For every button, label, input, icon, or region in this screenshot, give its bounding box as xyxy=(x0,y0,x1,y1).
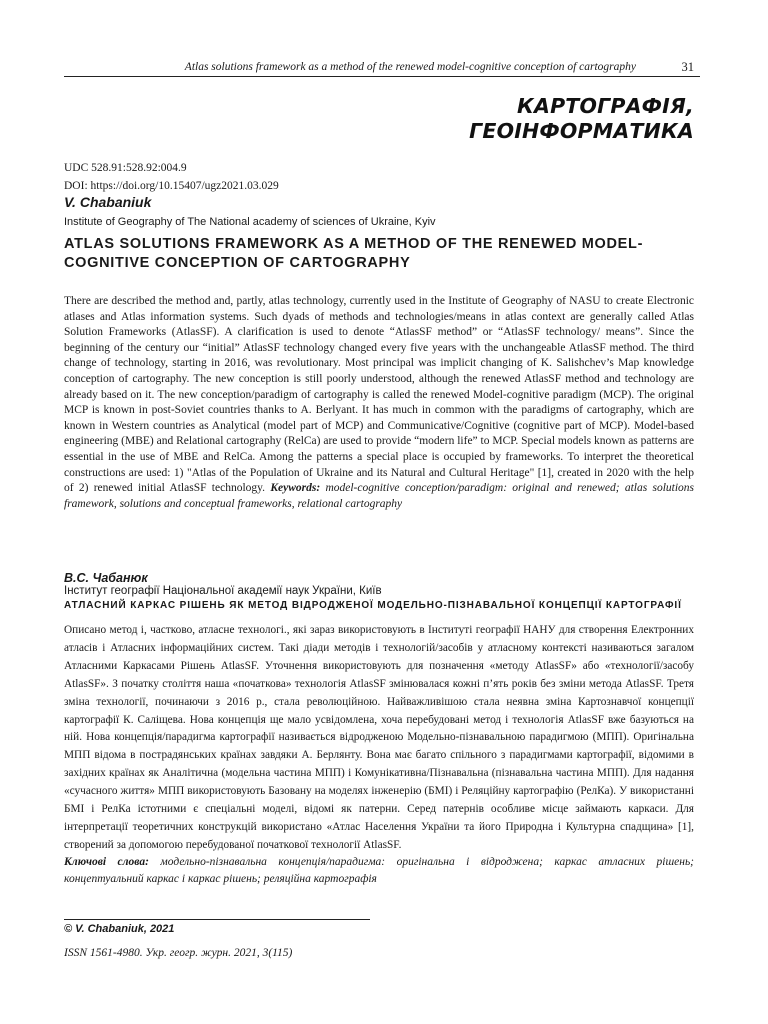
abstract-ua: Описано метод і, частково, атласне технологі., які зараз використовують в Інституті географії НАНУ для створення Електронних атласів і Атласних інформаційних систем. Такі діади методів і технологій/засобів у атласному контексті називаються загалом Атласними Каркасами Рішень AtlasSF. Уточнення використовують для позначення «методу AtlasSF» або «технології/засобу AtlasSF». З початку століття наша «початкова» технологія AtlasSF змінювалася кожні п’ять років без зміни метода AtlasSF. Третя зміна технології, починаючи з 2016 р., стала революційною. Найважливішою стала неявна зміна Картознавчої концепції картографії К. Саліщева. Нова концепція ще мало усвідомлена, хоча перебудовані метод і технологія AtlasSF вже базуються на ній. Нова концепція/парадигма картографії називається відродженою Модельно-пізнавальною парадигмою (МПП). Оригінальна МПП відома в пострадянських країнах завдяки А. Берлянту. Вона має багато спільного з парадигмами картографії, відомими в західних країнах як Аналітична (модельна частина МПП) і Комунікативна/Пізнавальна (пізнавальна частина МПП). Для надання «сучасного життя» МПП використовують Базовану на моделях інженерію (БМІ) і Реляційну картографію (РелКа). У використанні БМІ і РелКа істотними є спеціальні моделі, відомі як патерни. Серед патернів особливе місце займають каркаси. Для інтерпретації теоретичних конструкцій використано «Атлас Населення України та його Природна і Культурна спадщина» [1], створений за допомогою перебудованої початкової технології AtlasSF. xyxy=(64,624,694,851)
page-number: 31 xyxy=(681,60,694,74)
affiliation-en: Institute of Geography of The National academy of sciences of Ukraine, Kyiv xyxy=(64,216,436,228)
keywords-en: model-cognitive conception/paradigm: original and renewed; atlas solutions framework, solutions and conceptual frameworks, relational cartography xyxy=(64,482,695,510)
author-name-en: V. Chabaniuk xyxy=(64,194,152,210)
keywords-label-ua: Ключові слова: xyxy=(64,856,149,868)
footer-rule xyxy=(64,919,370,920)
journal-issn: ISSN 1561-4980. Укр. геогр. журн. 2021, 3(115) xyxy=(64,947,293,959)
keywords-ua-block xyxy=(64,854,694,888)
udc-code: UDC 528.91:528.92:004.9 xyxy=(64,162,187,174)
section-heading-line-2: ГЕОІНФОРМАТИКА xyxy=(469,119,694,143)
running-header-title: Atlas solutions framework as a method of the renewed model-cognitive conception of cartography xyxy=(184,61,636,73)
copyright-notice: © V. Chabaniuk, 2021 xyxy=(64,923,175,935)
article-title-en: ATLAS SOLUTIONS FRAMEWORK AS A METHOD OF THE RENEWED MODEL-COGNITIVE CONCEPTION OF CARTOGRAPHY xyxy=(64,236,644,271)
article-title-ua: АТЛАСНИЙ КАРКАС РІШЕНЬ ЯК МЕТОД ВІДРОДЖЕНОЇ МОДЕЛЬНО-ПІЗНАВАЛЬНОЇ КОНЦЕПЦІЇ КАРТОГРАФІЇ xyxy=(64,600,682,611)
author-name-ua: В.С. Чабанюк xyxy=(64,571,148,585)
abstract-en xyxy=(64,294,694,512)
doi-link[interactable]: DOI: https://doi.org/10.15407/ugz2021.03.029 xyxy=(64,180,279,192)
section-heading-line-1: КАРТОГРАФІЯ, xyxy=(517,94,694,118)
affiliation-ua: Інститут географії Національної академії наук України, Київ xyxy=(64,585,382,597)
abstract-en-text: There are described the method and, partly, atlas technology, currently used in the Institute of Geography of NASU to create Electronic atlases and Atlas information systems. Such dyads of methods and technologies/means in atlas context are generally called Atlas Solution Frameworks (AtlasSF). A clarification is used to denote “AtlasSF method” or “AtlasSF technology/ means”. Since the beginning of the century our “initial” AtlasSF technology changed every five years with the unchangeable AtlasSF method. The third change of technology, starting in 2016, was revolutionary. Most principal was implicit changing of K. Salishchev’s Map knowledge conception of cartography. The new conception is still poorly understood, although the renewed AtlasSF method and technology are already based on it. The new conception/paradigm of cartography is called the renewed Model-cognitive paradigm (MCP). The original MCP is known in post-Soviet countries thanks to A. Berlyant. It has much in common with the paradigms of cartography, which are known in Western countries as Analytical (model part of MCP) and Communicative/Cognitive (cognitive part of MCP). Model-based engineering (MBE) and Relational cartography (RelCa) are used to provide “modern life” to MCP. Special models known as patterns are essential in the use of MBE and RelCa. Among the patterns a special place is occupied by frameworks. To interpret the theoretical constructions are used: 1) "Atlas of the Population of Ukraine and its Natural and Cultural Heritage" [1], created in 2020 with the help of 2) renewed initial AtlasSF technology. xyxy=(64,295,694,495)
keywords-label-en: Keywords: xyxy=(270,482,321,495)
keywords-ua: модельно-пізнавальна концепція/парадигма: оригінальна і відроджена; каркас атласних рішень; концептуальний каркас і каркас рішень; реляційна картографія xyxy=(64,856,695,885)
section-heading xyxy=(469,94,694,144)
